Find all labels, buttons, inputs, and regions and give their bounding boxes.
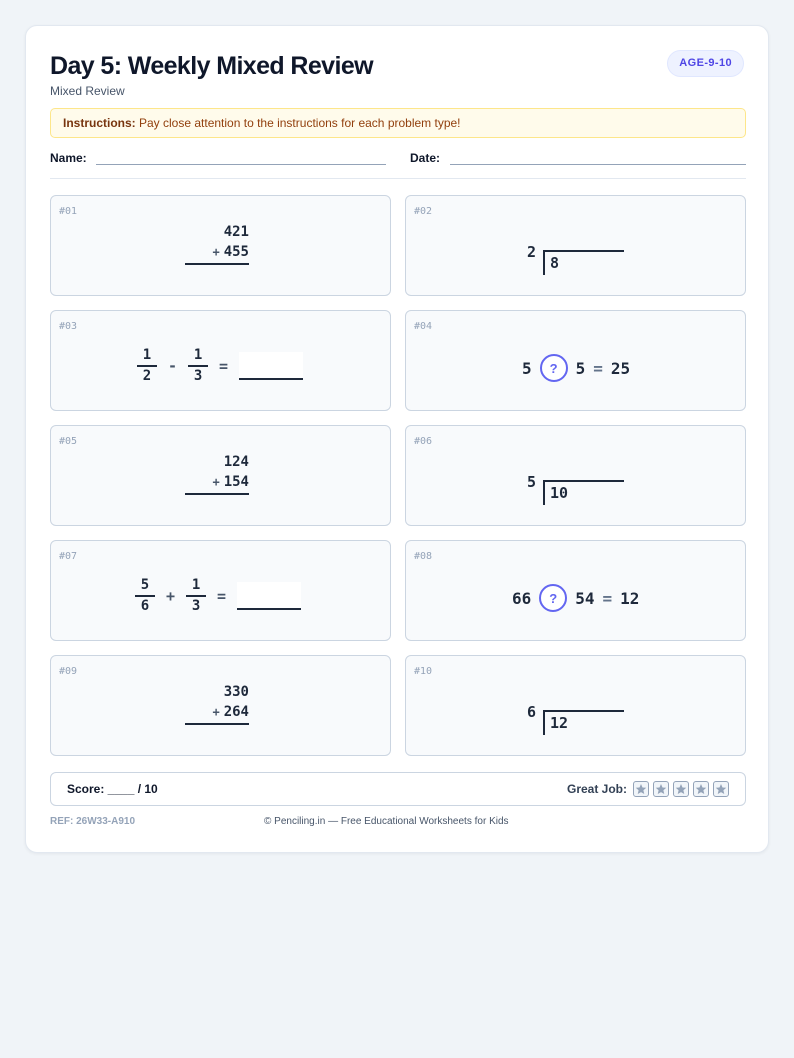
denominator: 3 bbox=[193, 368, 203, 384]
vertical-addition bbox=[185, 222, 249, 265]
operator: - bbox=[168, 357, 178, 375]
fraction-b bbox=[186, 578, 206, 614]
addend-top: 330 bbox=[223, 684, 249, 700]
numerator: 1 bbox=[193, 347, 203, 363]
answer-box[interactable] bbox=[239, 352, 303, 380]
right-operand: 54 bbox=[575, 588, 595, 608]
problem-number: #09 bbox=[59, 666, 78, 677]
fraction-problem bbox=[137, 349, 303, 383]
denominator: 6 bbox=[140, 598, 150, 614]
problem-number: #06 bbox=[414, 436, 433, 447]
problem-number: #02 bbox=[414, 206, 433, 217]
instructions-banner bbox=[50, 108, 746, 138]
result: 25 bbox=[610, 358, 631, 378]
problem-number: #08 bbox=[414, 551, 433, 562]
vertical-addition bbox=[185, 452, 249, 495]
operator: + bbox=[166, 587, 176, 605]
equals-sign: = bbox=[219, 357, 229, 375]
problem-card bbox=[50, 195, 391, 296]
missing-operator-problem bbox=[512, 583, 639, 613]
equals-sign: = bbox=[217, 587, 227, 605]
problem-number: #03 bbox=[59, 321, 78, 332]
answer-box[interactable] bbox=[237, 582, 301, 610]
divisor: 5 bbox=[527, 473, 537, 491]
age-badge: AGE-9-10 bbox=[667, 50, 744, 77]
problem-number: #07 bbox=[59, 551, 78, 562]
reference-code: REF: 26W33-A910 bbox=[50, 816, 136, 827]
addend-bottom: 455 bbox=[223, 244, 249, 260]
fraction-a bbox=[137, 348, 157, 384]
problem-card bbox=[405, 195, 746, 296]
copyright-text: © Penciling.in — Free Educational Worksheets for Kids bbox=[264, 816, 509, 827]
divisor: 2 bbox=[527, 243, 537, 261]
right-operand: 5 bbox=[575, 358, 586, 378]
denominator: 2 bbox=[142, 368, 152, 384]
operator-blank[interactable]: ? bbox=[540, 354, 568, 382]
problem-card bbox=[405, 425, 746, 526]
fraction-bar bbox=[186, 595, 206, 597]
instructions-label: Instructions: bbox=[63, 116, 136, 130]
addend-top: 421 bbox=[223, 224, 249, 240]
date-field[interactable] bbox=[450, 164, 746, 165]
problem-number: #01 bbox=[59, 206, 78, 217]
score-bar bbox=[50, 772, 746, 806]
divider bbox=[50, 178, 746, 179]
name-field[interactable] bbox=[96, 164, 386, 165]
left-operand: 5 bbox=[522, 358, 532, 378]
fraction-problem bbox=[135, 579, 301, 613]
star-icon bbox=[655, 783, 667, 795]
star-rating bbox=[629, 781, 729, 797]
numerator: 1 bbox=[191, 577, 201, 593]
star-box[interactable] bbox=[693, 781, 709, 797]
sum-line bbox=[185, 493, 249, 495]
problem-card bbox=[405, 540, 746, 641]
problem-card bbox=[405, 655, 746, 756]
numerator: 5 bbox=[140, 577, 150, 593]
problem-number: #05 bbox=[59, 436, 78, 447]
problem-card bbox=[50, 310, 391, 411]
equals-sign: = bbox=[602, 588, 613, 608]
star-icon bbox=[635, 783, 647, 795]
dividend: 12 bbox=[543, 710, 624, 735]
denominator: 3 bbox=[191, 598, 201, 614]
star-icon bbox=[715, 783, 727, 795]
fraction-b bbox=[188, 348, 208, 384]
worksheet bbox=[25, 25, 769, 853]
operator-blank[interactable]: ? bbox=[539, 584, 567, 612]
sum-line bbox=[185, 723, 249, 725]
plus-sign: + bbox=[212, 705, 220, 719]
page-title: Day 5: Weekly Mixed Review bbox=[50, 52, 373, 80]
dividend: 8 bbox=[543, 250, 624, 275]
addend-bottom: 154 bbox=[223, 474, 249, 490]
vertical-addition bbox=[185, 682, 249, 725]
left-operand: 66 bbox=[512, 588, 532, 608]
divisor: 6 bbox=[527, 703, 537, 721]
star-box[interactable] bbox=[713, 781, 729, 797]
plus-sign: + bbox=[212, 475, 220, 489]
addend-bottom: 264 bbox=[223, 704, 249, 720]
sum-line bbox=[185, 263, 249, 265]
star-icon bbox=[695, 783, 707, 795]
equals-sign: = bbox=[593, 358, 603, 378]
name-label: Name: bbox=[50, 151, 87, 165]
problem-number: #10 bbox=[414, 666, 433, 677]
plus-sign: + bbox=[212, 245, 220, 259]
problem-card bbox=[50, 540, 391, 641]
missing-operator-problem bbox=[522, 353, 630, 383]
score-label: Score: ____ / 10 bbox=[67, 782, 158, 796]
result: 12 bbox=[620, 588, 640, 608]
page-subtitle: Mixed Review bbox=[50, 84, 125, 98]
problem-card bbox=[405, 310, 746, 411]
problem-card bbox=[50, 425, 391, 526]
problem-card bbox=[50, 655, 391, 756]
fraction-bar bbox=[137, 365, 157, 367]
date-label: Date: bbox=[410, 151, 441, 165]
star-box[interactable] bbox=[673, 781, 689, 797]
star-icon bbox=[675, 783, 687, 795]
problem-number: #04 bbox=[414, 321, 433, 332]
addend-top: 124 bbox=[223, 454, 249, 470]
star-box[interactable] bbox=[633, 781, 649, 797]
fraction-bar bbox=[188, 365, 208, 367]
instructions-text: Pay close attention to the instructions for each problem type! bbox=[135, 116, 461, 130]
fraction-bar bbox=[135, 595, 155, 597]
numerator: 1 bbox=[142, 347, 152, 363]
fraction-a bbox=[135, 578, 155, 614]
star-box[interactable] bbox=[653, 781, 669, 797]
dividend: 10 bbox=[543, 480, 624, 505]
great-job-label: Great Job: bbox=[566, 782, 627, 796]
